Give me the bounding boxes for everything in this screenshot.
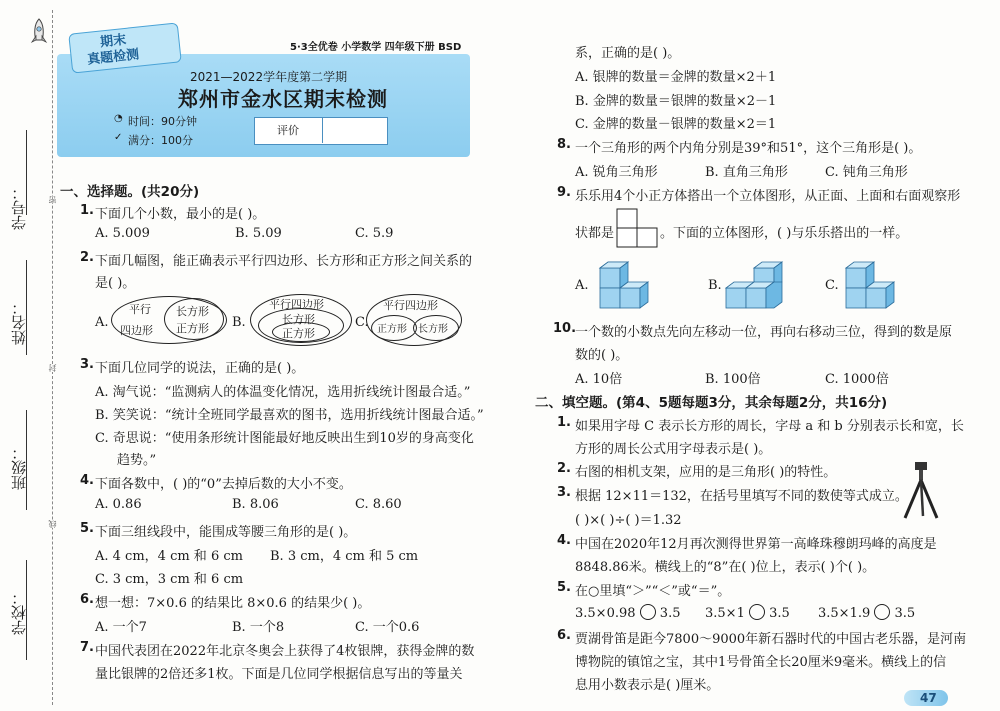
q6-option-c[interactable]: C. 一个0.6 — [355, 620, 420, 635]
f6-text-line1: 贾湖骨笛是距今7800～9000年新石器时代的中国古老乐器，是河南 — [575, 632, 967, 647]
q9-view-shape — [616, 208, 658, 248]
q3-option-a[interactable]: A. 淘气说：“监测病人的体温变化情况，选用折线统计图最合适。” — [95, 385, 471, 400]
q10-option-c[interactable]: C. 1000倍 — [825, 372, 889, 387]
q2-c-right-label: 长方形 — [418, 324, 448, 335]
q2-b-inner-label: 正方形 — [282, 327, 315, 340]
q6-number: 6. — [80, 592, 94, 607]
q7-option-c[interactable]: C. 金牌的数量－银牌的数量×2＝1 — [575, 117, 777, 132]
q7-number: 7. — [80, 640, 94, 655]
page-number: 47 — [920, 691, 937, 705]
q10-text-line2: 数的( )。 — [575, 348, 629, 363]
q2-option-c[interactable]: C. — [355, 315, 369, 330]
f1-number: 1. — [557, 415, 571, 430]
q2-number: 2. — [80, 250, 94, 265]
q2-a-inner-label1: 长方形 — [176, 305, 209, 318]
binding-school-label: 学校： — [10, 590, 28, 635]
rocket-icon — [28, 18, 50, 48]
q5-number: 5. — [80, 521, 94, 536]
binding-class-label: 班级： — [10, 445, 28, 490]
q1-option-c[interactable]: C. 5.9 — [355, 226, 394, 241]
q3-number: 3. — [80, 357, 94, 372]
eval-score-field[interactable] — [324, 119, 384, 141]
binding-school-field[interactable] — [26, 560, 27, 660]
f4-number: 4. — [557, 533, 571, 548]
q2-c-outer-label: 平行四边形 — [383, 299, 438, 312]
q9-option-c[interactable]: C. — [825, 278, 839, 293]
q9-option-a[interactable]: A. — [575, 278, 589, 293]
score-label: 满分：100分 — [128, 134, 193, 147]
q4-number: 4. — [80, 473, 94, 488]
f6-number: 6. — [557, 628, 571, 643]
f5-compare-circle-3[interactable] — [874, 604, 890, 620]
q5-option-c[interactable]: C. 3 cm，3 cm 和 6 cm — [95, 572, 244, 587]
q5-option-a[interactable]: A. 4 cm，4 cm 和 6 cm — [95, 549, 243, 564]
q6-text: 想一想：7×0.6 的结果比 8×0.6 的结果少( )。 — [95, 596, 371, 611]
clock-icon: ◔ — [114, 113, 123, 124]
q9-a-cube-figure — [592, 258, 658, 316]
check-icon: ✓ — [114, 132, 123, 143]
f4-text-line1: 中国在2020年12月再次测得世界第一高峰珠穆朗玛峰的高度是 — [575, 537, 937, 552]
binding-number-field[interactable] — [26, 130, 27, 215]
q7-text-line1: 中国代表团在2022年北京冬奥会上获得了4枚银牌，获得金牌的数 — [95, 644, 475, 659]
f1-text-line2: 方形的周长公式用字母表示是( )。 — [575, 442, 772, 457]
eval-divider — [322, 117, 323, 143]
binding-mi-mark: 密 — [48, 196, 57, 204]
q1-number: 1. — [80, 203, 94, 218]
q3-option-c-line1[interactable]: C. 奇思说：“使用条形统计图能最好地反映出生到10岁的身高变化 — [95, 431, 474, 446]
q4-option-b[interactable]: B. 8.06 — [232, 497, 279, 512]
series-label: 5·3全优卷 小学数学 四年级下册 BSD — [290, 42, 462, 53]
section2-heading: 二、填空题。(第4、5题每题3分，其余每题2分，共16分) — [535, 395, 888, 411]
binding-number-label: 学号： — [10, 185, 28, 230]
q2-option-a[interactable]: A. — [95, 315, 109, 330]
q8-option-c[interactable]: C. 钝角三角形 — [825, 165, 908, 180]
f5-text: 在○里填“＞”“＜”或“＝”。 — [575, 584, 731, 599]
eval-label: 评价 — [277, 124, 299, 137]
q7-text-line3: 系，正确的是( )。 — [575, 46, 681, 61]
f6-text-line3: 息用小数表示是( )厘米。 — [575, 678, 720, 693]
f5-expr1[interactable] — [575, 604, 680, 621]
q4-option-c[interactable]: C. 8.60 — [355, 497, 402, 512]
q9-number: 9. — [557, 185, 571, 200]
q2-a-outer-label1: 平行 — [129, 303, 151, 316]
f5-expr3[interactable] — [818, 604, 915, 621]
q7-option-a[interactable]: A. 银牌的数量＝金牌的数量×2＋1 — [575, 70, 777, 85]
q5-option-b[interactable]: B. 3 cm，4 cm 和 5 cm — [270, 549, 419, 564]
f4-text-line2: 8848.86米。横线上的“8”在( )位上，表示( )个( )。 — [575, 560, 876, 575]
q9-text-line2b: 。下面的立体图形，( )与乐乐搭出的一样。 — [660, 226, 909, 241]
q3-text: 下面几位同学的说法，正确的是( )。 — [95, 361, 305, 376]
q2-option-b[interactable]: B. — [232, 315, 246, 330]
q3-option-c-line2: 趋势。” — [117, 453, 157, 468]
q1-option-a[interactable]: A. 5.009 — [95, 226, 150, 241]
q8-option-a[interactable]: A. 锐角三角形 — [575, 165, 658, 180]
binding-dashed-line — [52, 10, 53, 705]
f5-expr3-left: 3.5×1.9 — [818, 606, 871, 621]
term-label: 2021—2022学年度第二学期 — [190, 70, 348, 84]
badge-line2: 真题检测 — [86, 47, 140, 68]
q2-b-outer-label: 平行四边形 — [269, 298, 324, 311]
q6-option-b[interactable]: B. 一个8 — [232, 620, 285, 635]
f5-expr3-right: 3.5 — [894, 606, 916, 621]
q1-text: 下面几个小数，最小的是( )。 — [95, 207, 266, 222]
binding-class-field[interactable] — [26, 410, 27, 510]
q10-option-b[interactable]: B. 100倍 — [705, 372, 761, 387]
f5-number: 5. — [557, 580, 571, 595]
q7-text-line2: 量比银牌的2倍还多1枚。下面是几位同学根据信息写出的等量关 — [95, 667, 463, 682]
binding-xian-mark: 线 — [48, 520, 57, 528]
f3-text: 根据 12×11＝132，在括号里填写不同的数使等式成立。 — [575, 489, 908, 504]
f2-text: 右图的相机支架，应用的是三角形( )的特性。 — [575, 465, 837, 480]
f5-expr1-left: 3.5×0.98 — [575, 606, 636, 621]
q2-c-left-label: 正方形 — [377, 324, 407, 335]
f6-text-line2: 博物院的镇馆之宝，其中1号骨笛全长20厘米9毫米。横线上的信 — [575, 655, 947, 670]
f3-number: 3. — [557, 485, 571, 500]
q10-text-line1: 一个数的小数点先向左移动一位，再向右移动三位，得到的数是原 — [575, 325, 953, 340]
f5-expr1-right: 3.5 — [659, 606, 681, 621]
q9-b-cube-figure — [722, 258, 788, 316]
q2-a-outer-label2: 四边形 — [120, 324, 153, 337]
q2-text-line1: 下面几幅图，能正确表示平行四边形、长方形和正方形之间关系的 — [95, 254, 473, 269]
q8-number: 8. — [557, 137, 571, 152]
q2-text-line2: 是( )。 — [95, 276, 136, 291]
q9-text-line1: 乐乐用4个小正方体搭出一个立体图形，从正面、上面和右面观察形 — [575, 189, 961, 204]
q3-option-b[interactable]: B. 笑笑说：“统计全班同学最喜欢的图书，选用折线统计图最合适。” — [95, 408, 484, 423]
f5-expr2-left: 3.5×1 — [705, 606, 745, 621]
f1-text-line1: 如果用字母 C 表示长方形的周长，字母 a 和 b 分别表示长和宽，长 — [575, 419, 964, 434]
q6-option-a[interactable]: A. 一个7 — [95, 620, 147, 635]
q2-a-inner-label2: 正方形 — [176, 322, 209, 335]
f3-equation[interactable]: ( )×( )÷( )＝1.32 — [575, 513, 682, 528]
q9-option-b[interactable]: B. — [708, 278, 722, 293]
binding-feng-mark: 封 — [48, 364, 57, 372]
q1-option-b[interactable]: B. 5.09 — [235, 226, 282, 241]
binding-name-field[interactable] — [26, 260, 27, 355]
f5-expr2-right: 3.5 — [769, 606, 790, 621]
q2-b-mid-label: 长方形 — [282, 313, 315, 326]
f5-expr2[interactable] — [705, 604, 790, 621]
time-label: 时间：90分钟 — [128, 115, 197, 128]
binding-name-label: 姓名： — [10, 300, 28, 345]
q4-text: 下面各数中，( )的“0”去掉后数的大小不变。 — [95, 477, 352, 492]
q5-text: 下面三组线段中，能围成等腰三角形的是( )。 — [95, 525, 357, 540]
section1-heading: 一、选择题。(共20分) — [60, 184, 200, 200]
q7-option-b[interactable]: B. 金牌的数量＝银牌的数量×2－1 — [575, 94, 777, 109]
f5-compare-circle-1[interactable] — [640, 604, 656, 620]
q10-number: 10. — [553, 321, 577, 336]
q9-c-cube-figure — [840, 258, 906, 316]
q4-option-a[interactable]: A. 0.86 — [95, 497, 142, 512]
q8-text: 一个三角形的两个内角分别是39°和51°，这个三角形是( )。 — [575, 141, 922, 156]
f2-number: 2. — [557, 461, 571, 476]
q8-option-b[interactable]: B. 直角三角形 — [705, 165, 788, 180]
badge-line1: 期末 — [99, 32, 127, 51]
q10-option-a[interactable]: A. 10倍 — [575, 372, 623, 387]
f5-compare-circle-2[interactable] — [749, 604, 765, 620]
page-title: 郑州市金水区期末检测 — [178, 87, 388, 111]
q9-text-line2a: 状都是 — [575, 226, 615, 241]
